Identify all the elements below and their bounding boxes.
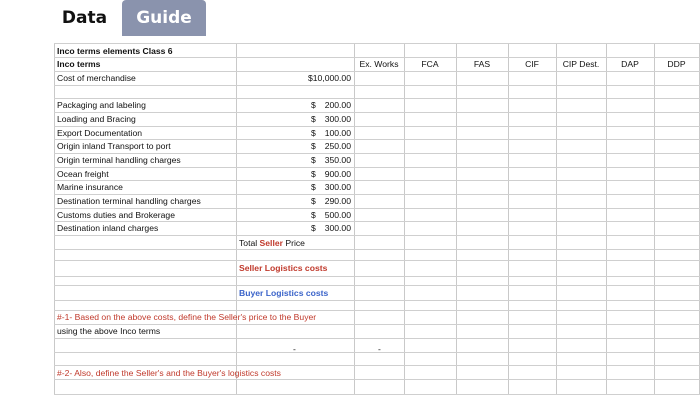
currency-symbol: $ [311,141,316,151]
grid-line [54,43,55,395]
item-label[interactable]: Origin inland Transport to port [57,141,171,151]
grid-line [54,43,700,44]
grid-line [606,43,607,395]
grid-line [54,235,700,236]
item-label[interactable]: Destination inland charges [57,223,159,233]
amount-value: 100.00 [324,128,351,138]
grid-line [404,43,405,395]
grid-line [54,249,700,250]
column-header-cip-dest[interactable]: CIP Dest. [562,59,600,69]
grid-line [54,167,700,168]
seller-logistics-costs[interactable]: Seller Logistics costs [239,263,328,273]
grid-line [54,300,700,301]
item-label[interactable]: Customs duties and Brokerage [57,210,175,220]
grid-line [54,71,700,72]
question-2[interactable]: #-2- Also, define the Seller's and the Buyer's logistics costs [57,368,281,378]
grid-line [54,85,700,86]
grid-line [54,276,700,277]
amount-value: 200.00 [324,100,351,110]
question-1-line-2[interactable]: using the above Inco terms [57,326,161,336]
column-header-fas[interactable]: FAS [473,59,491,69]
amount-value: 250.00 [324,141,351,151]
item-label[interactable]: Export Documentation [57,128,143,138]
column-header-fca[interactable]: FCA [421,59,439,69]
grid-line [556,43,557,395]
currency-symbol: $ [311,100,316,110]
total-highlight: Seller [259,238,283,248]
total-suffix: Price [282,238,305,248]
grid-line [456,43,457,395]
amount-value: 300.00 [324,182,351,192]
currency-symbol: $ [311,169,316,179]
item-label[interactable]: Loading and Bracing [57,114,136,124]
grid-line [54,112,700,113]
currency-symbol: $ [311,155,316,165]
amount-value: 500.00 [324,210,351,220]
grid-line [54,285,700,286]
header-label: Inco terms [57,59,101,69]
total-seller-price[interactable] [239,237,305,249]
grid-line [54,338,700,339]
item-label[interactable]: Destination terminal handling charges [57,196,201,206]
amount-value: 300.00 [324,114,351,124]
column-header-dap[interactable]: DAP [621,59,639,69]
item-label[interactable]: Ocean freight [57,169,109,179]
grid-line [54,365,700,366]
cost-of-merchandise-label[interactable]: Cost of merchandise [57,73,136,83]
column-header-ddp[interactable]: DDP [667,59,686,69]
amount-value: 350.00 [324,155,351,165]
sheet-title: Inco terms elements Class 6 [57,46,173,56]
question-1-line-1[interactable]: #-1- Based on the above costs, define the Seller's price to the Buyer [57,312,317,322]
currency-symbol: $ [311,196,316,206]
tab-guide[interactable]: Guide [122,0,206,36]
currency-symbol: $ [311,210,316,220]
grid-line [54,260,700,261]
item-label[interactable]: Marine insurance [57,182,123,192]
grid-line [54,98,700,99]
grid-line [654,43,655,395]
cost-of-merchandise-value[interactable]: $10,000.00 [307,73,351,83]
currency-symbol: $ [311,223,316,233]
total-prefix: Total [239,238,260,248]
grid-line [54,379,700,380]
grid-line [54,126,700,127]
item-label[interactable]: Origin terminal handling charges [57,155,181,165]
currency-symbol: $ [311,182,316,192]
grid-line [54,352,700,353]
grid-line [54,180,700,181]
currency-symbol: $ [311,128,316,138]
buyer-logistics-costs[interactable]: Buyer Logistics costs [239,288,329,298]
amount-value: 300.00 [324,223,351,233]
grid-line [354,43,355,395]
dash-marker: - [293,344,296,354]
item-label[interactable]: Packaging and labeling [57,100,146,110]
currency-symbol: $ [311,114,316,124]
dash-marker: - [378,344,381,354]
grid-line [508,43,509,395]
amount-value: 290.00 [324,196,351,206]
column-header-ex-works[interactable]: Ex. Works [359,59,399,69]
tab-data[interactable]: Data [53,0,116,36]
column-header-cif[interactable]: CIF [525,59,539,69]
grid-line [54,394,700,395]
grid-line [236,43,237,395]
amount-value: 900.00 [324,169,351,179]
